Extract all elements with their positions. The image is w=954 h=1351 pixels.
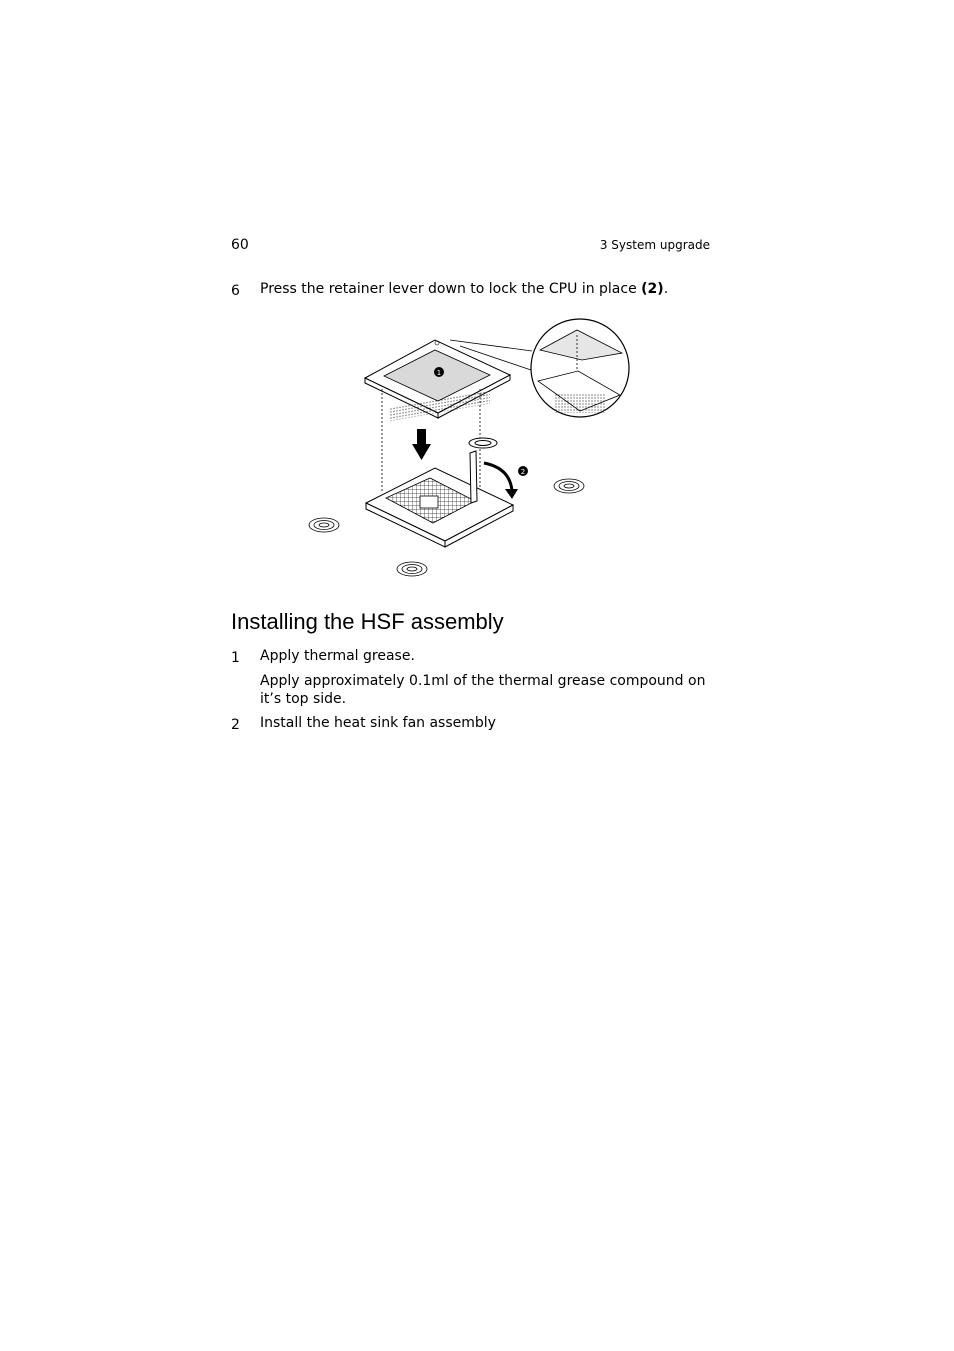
section-step-1 [231, 647, 711, 666]
cpu-install-figure [300, 313, 640, 583]
cpu-socket [366, 468, 513, 547]
step-text-main: Press the retainer lever down to lock the CPU in place [260, 281, 642, 297]
running-header: 3 System upgrade [599, 238, 710, 252]
step-text: Apply thermal grease. [260, 648, 415, 664]
section-heading: Installing the HSF assembly [231, 609, 504, 634]
step-number: 6 [231, 283, 240, 299]
step-number: 1 [231, 650, 240, 666]
cpu-chip [365, 340, 510, 421]
step-text-end: . [663, 281, 669, 297]
svg-text:1: 1 [436, 369, 442, 377]
down-arrow-icon [412, 429, 431, 460]
step-6 [231, 280, 731, 299]
step-text [260, 280, 668, 298]
step-number: 2 [231, 717, 240, 733]
step-text: Install the heat sink fan assembly [260, 715, 496, 731]
svg-text:2: 2 [520, 468, 526, 476]
section-step-2 [231, 714, 711, 733]
zoom-detail-circle [531, 319, 629, 417]
page-number: 60 [231, 237, 249, 253]
section-step-1-detail: Apply approximately 0.1ml of the thermal grease compound on it’s top side. [260, 673, 706, 707]
callout-1 [434, 367, 444, 377]
step-ref: (2) [641, 281, 664, 297]
callout-2 [518, 466, 528, 476]
